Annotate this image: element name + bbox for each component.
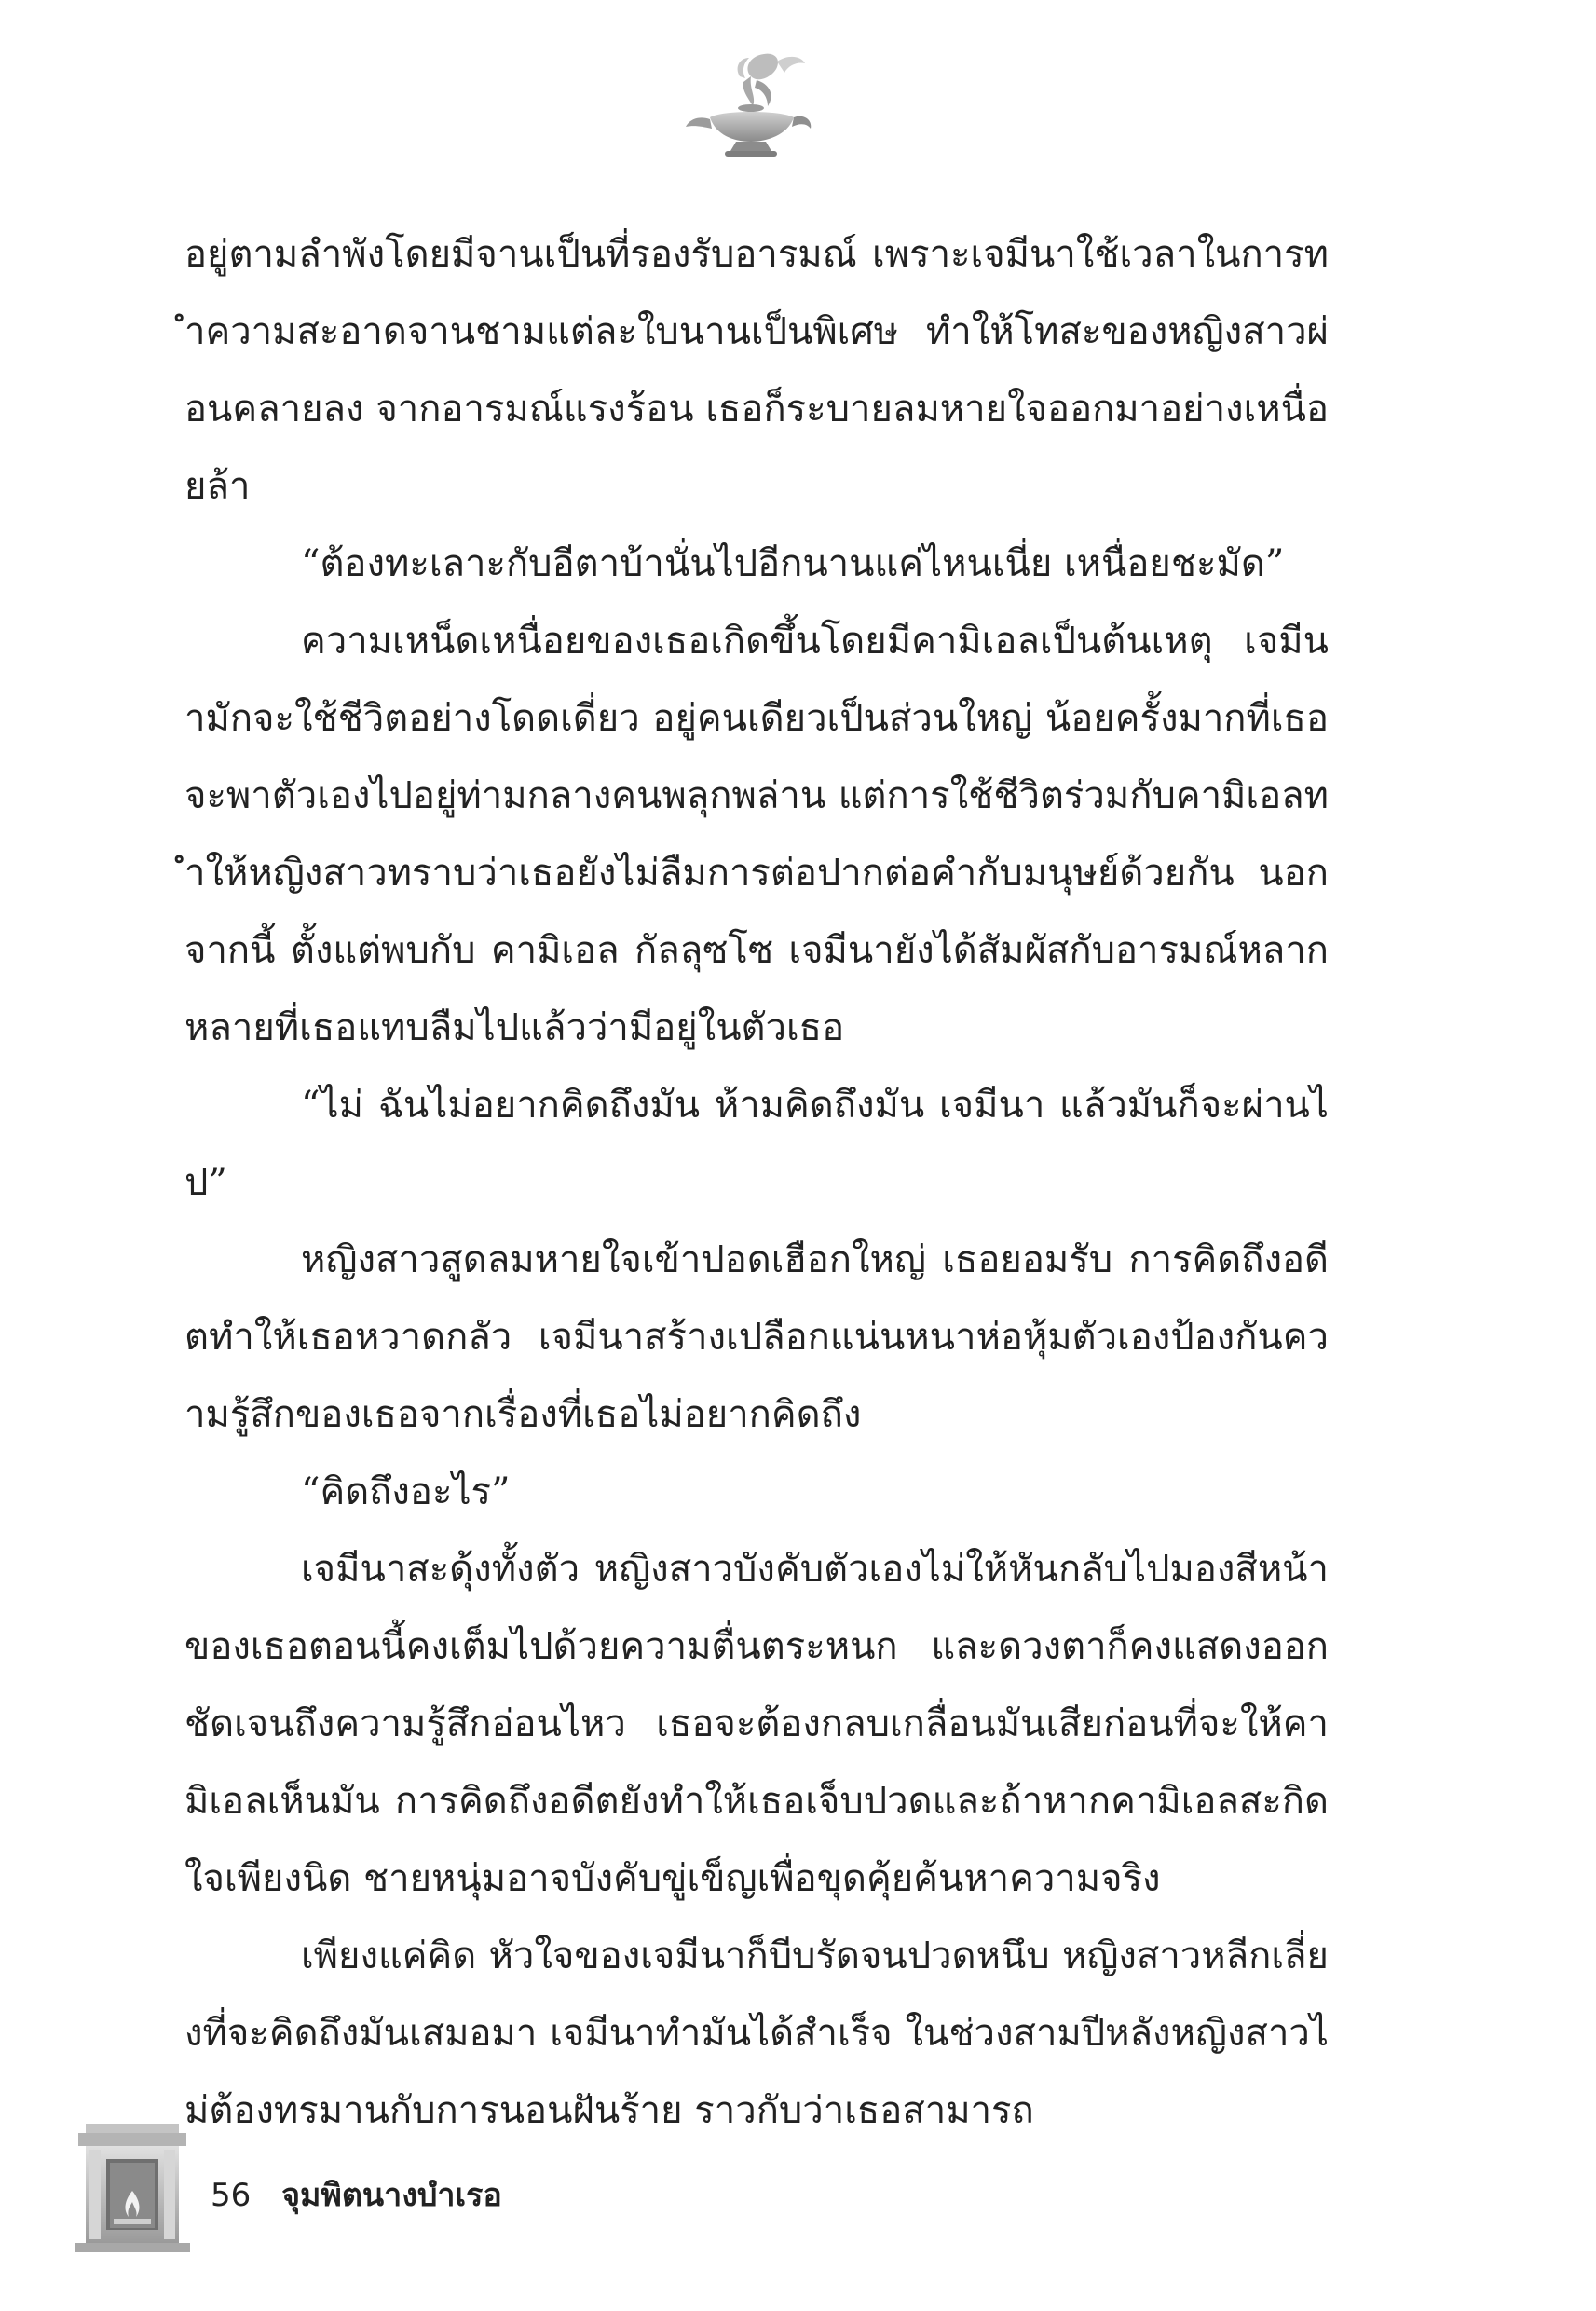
body-text: [184, 216, 1329, 2150]
paragraph: “คิดถึงอะไร”: [301, 1470, 511, 1513]
paragraph: เจมีนาสะดุ้งทั้งตัว หญิงสาวบังคับตัวเองไม่ให้หันกลับไปมองสีหน้าของเธอตอนนี้คงเต็มไปด้วยความตื่นตระหนก และดวงตาก็คงแสดงออกชัดเจนถึงความรู้สึกอ่อนไหว เธอจะต้องกลบเกลื่อนมันเสียก่อนที่จะให้คามิเอลเห็นมัน การคิดถึงอดีตยังทำให้เธอเจ็บปวดและถ้าหากคามิเอลสะกิดใจเพียงนิด ชายหนุ่มอาจบังคับขู่เข็ญเพื่อขุดคุ้ยค้นหาความจริง: [184, 1548, 1329, 1900]
page-number: 56: [211, 2177, 252, 2214]
paragraph: อยู่ตามลำพังโดยมีจานเป็นที่รองรับอารมณ์ เพราะเจมีนาใช้เวลาในการทำความสะอาดจานชามแต่ละใบนานเป็นพิเศษ ทำให้โทสะของหญิงสาวผ่อนคลายลง จากอารมณ์แรงร้อน เธอก็ระบายลมหายใจออกมาอย่างเหนื่อยล้า: [184, 233, 1329, 508]
page-footer: [211, 2169, 502, 2220]
fireplace-icon: [73, 2120, 192, 2252]
paragraph: “ต้องทะเลาะกับอีตาบ้านั่นไปอีกนานแค่ไหนเนี่ย เหนื่อยชะมัด”: [301, 542, 1285, 585]
paragraph: เพียงแค่คิด หัวใจของเจมีนาก็บีบรัดจนปวดหนึบ หญิงสาวหลีกเลี่ยงที่จะคิดถึงมันเสมอมา เจมีนาทำมันได้สำเร็จ ในช่วงสามปีหลังหญิงสาวไม่ต้องทรมานกับการนอนฝันร้าย ราวกับว่าเธอสามารถ: [184, 1935, 1329, 2132]
paragraph: “ไม่ ฉันไม่อยากคิดถึงมัน ห้ามคิดถึงมัน เจมีนา แล้วมันก็จะผ่านไป”: [184, 1084, 1329, 1204]
book-title: จุมพิตนางบำเรอ: [281, 2177, 502, 2214]
genie-lamp-icon: [684, 48, 824, 158]
paragraph: ความเหน็ดเหนื่อยของเธอเกิดขึ้นโดยมีคามิเอลเป็นต้นเหตุ เจมีนามักจะใช้ชีวิตอย่างโดดเดี่ยว อยู่คนเดียวเป็นส่วนใหญ่ น้อยครั้งมากที่เธอจะพาตัวเองไปอยู่ท่ามกลางคนพลุกพล่าน แต่การใช้ชีวิตร่วมกับคามิเอลทำให้หญิงสาวทราบว่าเธอยังไม่ลืมการต่อปากต่อคำกับมนุษย์ด้วยกัน นอกจากนี้ ตั้งแต่พบกับ คามิเอล กัลลุซโซ เจมีนายังได้สัมผัสกับอารมณ์หลากหลายที่เธอแทบลืมไปแล้วว่ามีอยู่ในตัวเธอ: [184, 620, 1329, 1049]
paragraph: หญิงสาวสูดลมหายใจเข้าปอดเฮือกใหญ่ เธอยอมรับ การคิดถึงอดีตทำให้เธอหวาดกลัว เจมีนาสร้างเปลือกแน่นหนาห่อหุ้มตัวเองป้องกันความรู้สึกของเธอจากเรื่องที่เธอไม่อยากคิดถึง: [184, 1238, 1329, 1436]
